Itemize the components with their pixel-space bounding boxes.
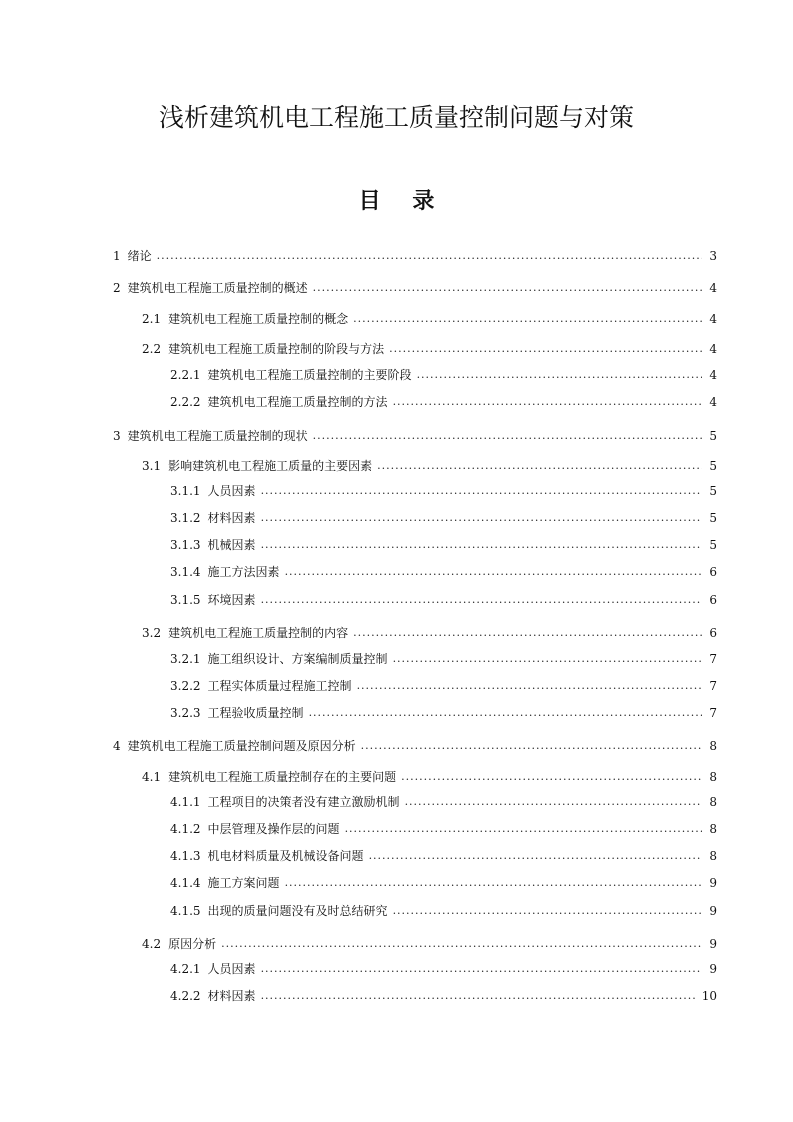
toc-entry-3-2[interactable] bbox=[142, 623, 717, 643]
toc-entry-1[interactable] bbox=[113, 246, 717, 266]
toc-entry-page: 7 bbox=[709, 679, 717, 693]
toc-entry-title: 施工方法因素 bbox=[207, 565, 280, 579]
toc-entry-number: 4.2.2 bbox=[170, 989, 201, 1003]
toc-entry-3-1[interactable] bbox=[142, 456, 717, 476]
toc-entry-3-1-5[interactable] bbox=[170, 590, 717, 610]
toc-entry-2-2[interactable] bbox=[142, 339, 717, 359]
toc-entry-number: 2.2 bbox=[142, 342, 162, 356]
toc-dot-leader bbox=[377, 456, 702, 476]
toc-entry-title: 建筑机电工程施工质量控制的概述 bbox=[127, 281, 308, 295]
toc-dot-leader bbox=[261, 535, 702, 555]
toc-entry-number: 4.2 bbox=[142, 937, 162, 951]
toc-entry-number: 3.1.5 bbox=[170, 593, 201, 607]
toc-dot-leader bbox=[285, 873, 702, 893]
toc-entry-title: 工程项目的决策者没有建立激励机制 bbox=[207, 795, 400, 809]
toc-entry-number: 3.1.1 bbox=[170, 484, 201, 498]
toc-entry-title: 施工组织设计、方案编制质量控制 bbox=[207, 652, 388, 666]
toc-entry-title: 影响建筑机电工程施工质量的主要因素 bbox=[168, 459, 373, 473]
toc-entry-page: 8 bbox=[709, 822, 717, 836]
toc-dot-leader bbox=[261, 986, 697, 1006]
toc-entry-title: 绪论 bbox=[127, 249, 152, 263]
toc-entry-title: 建筑机电工程施工质量控制的概念 bbox=[168, 312, 349, 326]
toc-entry-number: 3.2.3 bbox=[170, 706, 201, 720]
toc-entry-4-1-2[interactable] bbox=[170, 819, 717, 839]
toc-entry-page: 9 bbox=[709, 962, 717, 976]
toc-entry-page: 3 bbox=[709, 249, 717, 263]
toc-dot-leader bbox=[405, 792, 702, 812]
toc-entry-title: 施工方案问题 bbox=[207, 876, 280, 890]
toc-entry-page: 9 bbox=[709, 876, 717, 890]
toc-entry-title: 建筑机电工程施工质量控制的方法 bbox=[207, 395, 388, 409]
toc-entry-number: 4.1.5 bbox=[170, 904, 201, 918]
toc-entry-title: 工程实体质量过程施工控制 bbox=[207, 679, 352, 693]
toc-entry-page: 5 bbox=[709, 484, 717, 498]
toc-entry-page: 10 bbox=[701, 989, 717, 1003]
toc-dot-leader bbox=[261, 590, 702, 610]
toc-dot-leader bbox=[221, 934, 702, 954]
toc-entry-title: 建筑机电工程施工质量控制的现状 bbox=[127, 429, 308, 443]
toc-entry-3[interactable] bbox=[113, 426, 717, 446]
toc-entry-number: 4.2.1 bbox=[170, 962, 201, 976]
toc-entry-number: 3.2.1 bbox=[170, 652, 201, 666]
toc-entry-page: 7 bbox=[709, 706, 717, 720]
toc-entry-title: 工程验收质量控制 bbox=[207, 706, 304, 720]
toc-dot-leader bbox=[369, 846, 702, 866]
toc-dot-leader bbox=[285, 562, 702, 582]
toc-entry-3-2-3[interactable] bbox=[170, 703, 717, 723]
toc-entry-3-1-4[interactable] bbox=[170, 562, 717, 582]
toc-entry-title: 材料因素 bbox=[207, 989, 256, 1003]
toc-entry-2-2-1[interactable] bbox=[170, 365, 717, 385]
toc-entry-number: 3 bbox=[113, 429, 121, 443]
toc-entry-title: 环境因素 bbox=[207, 593, 256, 607]
toc-dot-leader bbox=[353, 309, 702, 329]
toc-entry-number: 3.1 bbox=[142, 459, 162, 473]
toc-entry-title: 建筑机电工程施工质量控制的内容 bbox=[168, 626, 349, 640]
toc-dot-leader bbox=[417, 365, 702, 385]
toc-entry-page: 5 bbox=[709, 459, 717, 473]
toc-entry-page: 7 bbox=[709, 652, 717, 666]
toc-entry-4-2-2[interactable] bbox=[170, 986, 717, 1006]
toc-dot-leader bbox=[401, 767, 702, 787]
toc-entry-page: 5 bbox=[709, 511, 717, 525]
toc-entry-page: 4 bbox=[709, 395, 717, 409]
toc-entry-3-1-1[interactable] bbox=[170, 481, 717, 501]
toc-entry-title: 原因分析 bbox=[168, 937, 217, 951]
toc-dot-leader bbox=[357, 676, 702, 696]
toc-entry-number: 3.1.2 bbox=[170, 511, 201, 525]
toc-entry-page: 4 bbox=[709, 368, 717, 382]
toc-entry-page: 4 bbox=[709, 342, 717, 356]
toc-entry-page: 8 bbox=[709, 770, 717, 784]
toc-entry-4-1-4[interactable] bbox=[170, 873, 717, 893]
toc-dot-leader bbox=[313, 426, 702, 446]
toc-entry-4-2-1[interactable] bbox=[170, 959, 717, 979]
toc-entry-4-1-3[interactable] bbox=[170, 846, 717, 866]
toc-entry-title: 中层管理及操作层的问题 bbox=[207, 822, 340, 836]
toc-entry-page: 6 bbox=[709, 565, 717, 579]
toc-dot-leader bbox=[313, 278, 702, 298]
toc-entry-number: 3.1.3 bbox=[170, 538, 201, 552]
toc-entry-number: 3.1.4 bbox=[170, 565, 201, 579]
toc-entry-3-1-2[interactable] bbox=[170, 508, 717, 528]
toc-entry-page: 5 bbox=[709, 538, 717, 552]
toc-entry-title: 建筑机电工程施工质量控制的阶段与方法 bbox=[168, 342, 385, 356]
toc-entry-number: 2.2.2 bbox=[170, 395, 201, 409]
toc-entry-number: 4 bbox=[113, 739, 121, 753]
toc-entry-page: 8 bbox=[709, 795, 717, 809]
toc-dot-leader bbox=[309, 703, 702, 723]
document-title: 浅析建筑机电工程施工质量控制问题与对策 bbox=[158, 103, 634, 132]
toc-entry-4[interactable] bbox=[113, 736, 717, 756]
toc-entry-number: 4.1.2 bbox=[170, 822, 201, 836]
toc-entry-page: 6 bbox=[709, 593, 717, 607]
toc-entry-4-2[interactable] bbox=[142, 934, 717, 954]
toc-entry-2-1[interactable] bbox=[142, 309, 717, 329]
toc-entry-3-2-2[interactable] bbox=[170, 676, 717, 696]
toc-dot-leader bbox=[389, 339, 702, 359]
toc-entry-number: 2 bbox=[113, 281, 121, 295]
toc-entry-page: 8 bbox=[709, 849, 717, 863]
toc-entry-title: 建筑机电工程施工质量控制存在的主要问题 bbox=[168, 770, 397, 784]
toc-entry-number: 2.2.1 bbox=[170, 368, 201, 382]
toc-entry-title: 人员因素 bbox=[207, 484, 256, 498]
toc-entry-page: 5 bbox=[709, 429, 717, 443]
toc-entry-page: 4 bbox=[709, 281, 717, 295]
toc-entry-page: 4 bbox=[709, 312, 717, 326]
toc-entry-4-1[interactable] bbox=[142, 767, 717, 787]
toc-entry-4-1-1[interactable] bbox=[170, 792, 717, 812]
toc-entry-number: 3.2.2 bbox=[170, 679, 201, 693]
toc-dot-leader bbox=[261, 481, 702, 501]
toc-dot-leader bbox=[157, 246, 702, 266]
toc-entry-number: 3.2 bbox=[142, 626, 162, 640]
toc-entry-number: 4.1 bbox=[142, 770, 162, 784]
toc-dot-leader bbox=[393, 901, 702, 921]
toc-entry-page: 9 bbox=[709, 937, 717, 951]
toc-dot-leader bbox=[393, 392, 702, 412]
toc-entry-number: 2.1 bbox=[142, 312, 162, 326]
toc-dot-leader bbox=[261, 959, 702, 979]
toc-entry-title: 机械因素 bbox=[207, 538, 256, 552]
toc-entry-4-1-5[interactable] bbox=[170, 901, 717, 921]
toc-entry-3-1-3[interactable] bbox=[170, 535, 717, 555]
toc-dot-leader bbox=[361, 736, 702, 756]
toc-entry-2[interactable] bbox=[113, 278, 717, 298]
toc-entry-3-2-1[interactable] bbox=[170, 649, 717, 669]
toc-entry-number: 4.1.1 bbox=[170, 795, 201, 809]
toc-entry-page: 9 bbox=[709, 904, 717, 918]
toc-dot-leader bbox=[261, 508, 702, 528]
toc-entry-number: 4.1.4 bbox=[170, 876, 201, 890]
toc-entry-number: 1 bbox=[113, 249, 121, 263]
toc-entry-2-2-2[interactable] bbox=[170, 392, 717, 412]
toc-entry-title: 出现的质量问题没有及时总结研究 bbox=[207, 904, 388, 918]
toc-entry-title: 材料因素 bbox=[207, 511, 256, 525]
toc-entry-page: 6 bbox=[709, 626, 717, 640]
toc-entry-title: 机电材料质量及机械设备问题 bbox=[207, 849, 364, 863]
toc-dot-leader bbox=[345, 819, 702, 839]
toc-entry-title: 建筑机电工程施工质量控制问题及原因分析 bbox=[127, 739, 356, 753]
toc-heading: 目 录 bbox=[358, 189, 447, 214]
toc-dot-leader bbox=[393, 649, 702, 669]
toc-entry-title: 人员因素 bbox=[207, 962, 256, 976]
toc-entry-title: 建筑机电工程施工质量控制的主要阶段 bbox=[207, 368, 412, 382]
toc-entry-page: 8 bbox=[709, 739, 717, 753]
toc-dot-leader bbox=[353, 623, 702, 643]
toc-entry-number: 4.1.3 bbox=[170, 849, 201, 863]
